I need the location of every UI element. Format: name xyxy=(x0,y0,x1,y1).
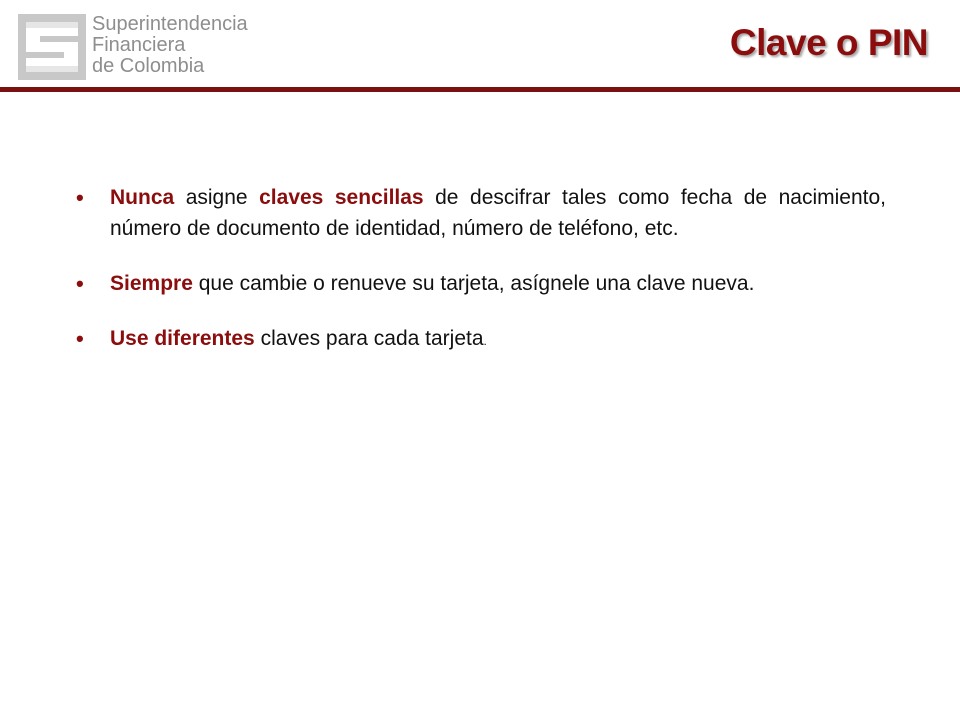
bullet-icon: • xyxy=(76,326,84,351)
logo-line-2: Financiera xyxy=(92,34,186,56)
header-divider xyxy=(0,87,960,92)
bullet-1-bold-2: claves sencillas xyxy=(259,186,424,209)
bullet-2-bold-1: Siempre xyxy=(110,272,193,295)
logo xyxy=(18,12,248,82)
bullet-1-text-1: asigne xyxy=(174,186,260,209)
bullet-item-3 xyxy=(76,323,886,357)
bullet-item-2 xyxy=(76,268,886,299)
bullet-2-text-1: que cambie o renueve su tarjeta, asígnele una clave nueva. xyxy=(192,272,755,295)
bullet-list xyxy=(76,182,886,381)
bullet-item-1 xyxy=(76,182,886,244)
logo-text xyxy=(92,14,248,77)
bullet-1-text-2: de descifrar tales como fecha de nacimiento, número de documento de identidad, número de teléfono, etc. xyxy=(110,186,886,240)
bullet-3-bold-1: Use diferentes xyxy=(110,327,255,350)
superintendencia-logo-icon xyxy=(18,14,86,80)
bullet-3-text-1: claves para cada tarjeta xyxy=(254,327,484,350)
bullet-icon: • xyxy=(76,271,84,296)
bullet-3-tail: . xyxy=(483,334,487,348)
logo-line-1: Superintendencia xyxy=(92,13,248,35)
slide-title: Clave o PIN xyxy=(729,22,928,63)
logo-line-3: de Colombia xyxy=(92,55,205,77)
bullet-icon: • xyxy=(76,185,84,210)
bullet-1-bold-1: Nunca xyxy=(110,186,175,209)
